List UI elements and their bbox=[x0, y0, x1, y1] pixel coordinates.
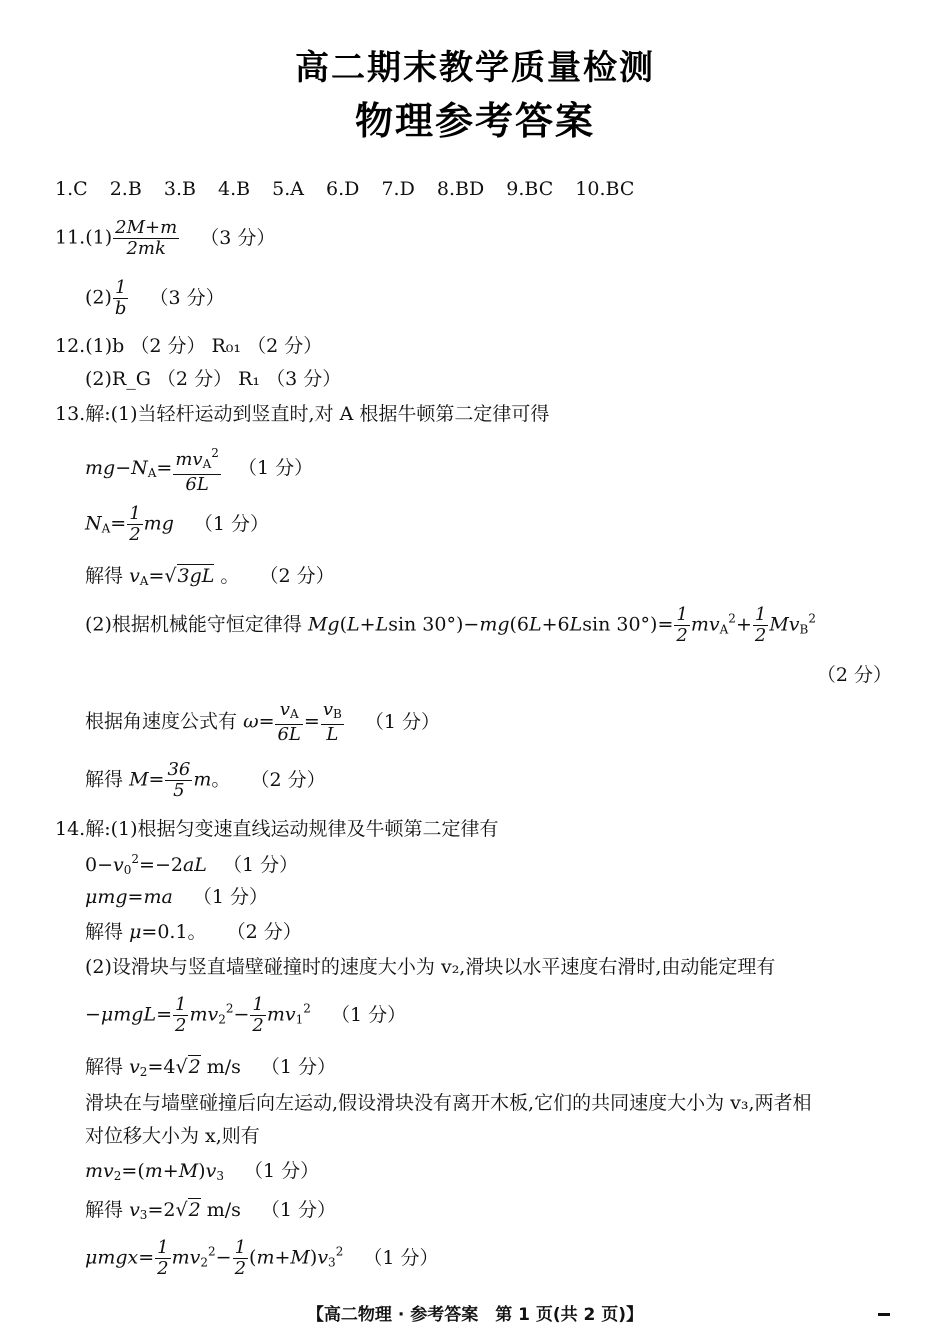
q14-part2-text: (2)设滑块与竖直墙壁碰撞时的速度大小为 v₂,滑块以水平速度右滑时,由动能定理有 bbox=[85, 956, 776, 978]
corner-mark bbox=[878, 1313, 890, 1316]
q14-momentum-eq: $mv_2=(m+M)v_3$ （1 分） bbox=[85, 1160, 320, 1183]
q14-eq2: μmg=ma （1 分） bbox=[85, 886, 268, 908]
q13-eq3: 解得 $v_A=√3gL$ 。 （2 分） bbox=[85, 565, 335, 588]
q11-fraction: $\frac{2M+m}{2mk}$ bbox=[115, 217, 178, 259]
exam-title: 高二期末教学质量检测 bbox=[295, 48, 655, 88]
q13-eq2: $N_A=$ $\frac{1}{2}$ mg （1 分） bbox=[85, 503, 270, 545]
q14-intro: 14.解:(1)根据匀变速直线运动规律及牛顿第二定律有 bbox=[55, 818, 499, 840]
q14-para1: 滑块在与墙壁碰撞后向左运动,假设滑块没有离开木板,它们的共同速度大小为 v₃,两者相 bbox=[85, 1092, 812, 1114]
mcq-answer: 1.C bbox=[55, 178, 88, 200]
mcq-answer: 2.B bbox=[109, 178, 142, 200]
mcq-answer: 6.D bbox=[326, 178, 360, 200]
mcq-answer: 4.B bbox=[218, 178, 251, 200]
q14-v2-result: 解得 $v_2=4√2$ m/s （1 分） bbox=[85, 1056, 337, 1079]
q12-line2: (2)R_G （2 分） R₁ （3 分） bbox=[85, 368, 342, 390]
mcq-answers bbox=[55, 180, 650, 199]
q11-part1: 11.(1) $\frac{2M+m}{2mk}$ （3 分） bbox=[55, 217, 276, 259]
exam-subtitle: 物理参考答案 bbox=[354, 99, 595, 143]
q11-fraction-2: $\frac{1}{b}$ bbox=[114, 277, 127, 319]
mcq-answer: 3.B bbox=[163, 178, 196, 200]
q12-line1: 12.(1)b （2 分） R₀₁ （2 分） bbox=[55, 335, 323, 357]
q11-part2: (2) $\frac{1}{b}$ （3 分） bbox=[85, 277, 225, 319]
q14-ke-eq: −μmgL= $\frac{1}{2}$ $mv_2^2-$ $\frac{1}{2}$ $mv_1^2$ （1 分） bbox=[85, 994, 407, 1036]
page-footer: 【高二物理 · 参考答案 第 1 页(共 2 页)】 bbox=[306, 1305, 644, 1325]
q13-intro: 13.解:(1)当轻杆运动到竖直时,对 A 根据牛顿第二定律可得 bbox=[55, 403, 550, 425]
mcq-answer: 5.A bbox=[272, 178, 304, 200]
q14-eq1: $0-v_0^2=-2aL$ （1 分） bbox=[85, 852, 299, 877]
q13-eq1: $mg-N_A=$ $\frac{mv_A^2}{6L}$ （1 分） bbox=[85, 443, 313, 495]
q14-v3-result: 解得 $v_3=2√2$ m/s （1 分） bbox=[85, 1199, 337, 1222]
mcq-answer: 7.D bbox=[381, 178, 415, 200]
q13-M-eq: 解得 M= $\frac{36}{5}$ m。 （2 分） bbox=[85, 759, 326, 801]
q14-last-eq: μmgx= $\frac{1}{2}$ $mv_2^2-$ $\frac{1}{2}$ $(m+M)v_3^2$ （1 分） bbox=[85, 1237, 439, 1279]
q13-omega-eq: 根据角速度公式有 ω= $\frac{v_A}{6L}$ = $\frac{v_B}{L}$ （1 分） bbox=[85, 699, 440, 745]
q13-energy-score: （2 分） bbox=[816, 664, 892, 686]
q14-para2: 对位移大小为 x,则有 bbox=[85, 1125, 260, 1147]
mcq-answer: 10.BC bbox=[575, 178, 635, 200]
mcq-answer: 9.BC bbox=[506, 178, 554, 200]
q14-mu-result: 解得 μ=0.1。 （2 分） bbox=[85, 921, 302, 943]
q13-energy-eq: (2)根据机械能守恒定律得 Mg(L+Lsin 30°)−mg(6L+6Lsin 30°)= $\frac{1}{2}$ $mv_A^2+$ $\frac{1}{2}$ $Mv_B^2$ bbox=[85, 604, 816, 646]
mcq-answer: 8.BD bbox=[436, 178, 485, 200]
